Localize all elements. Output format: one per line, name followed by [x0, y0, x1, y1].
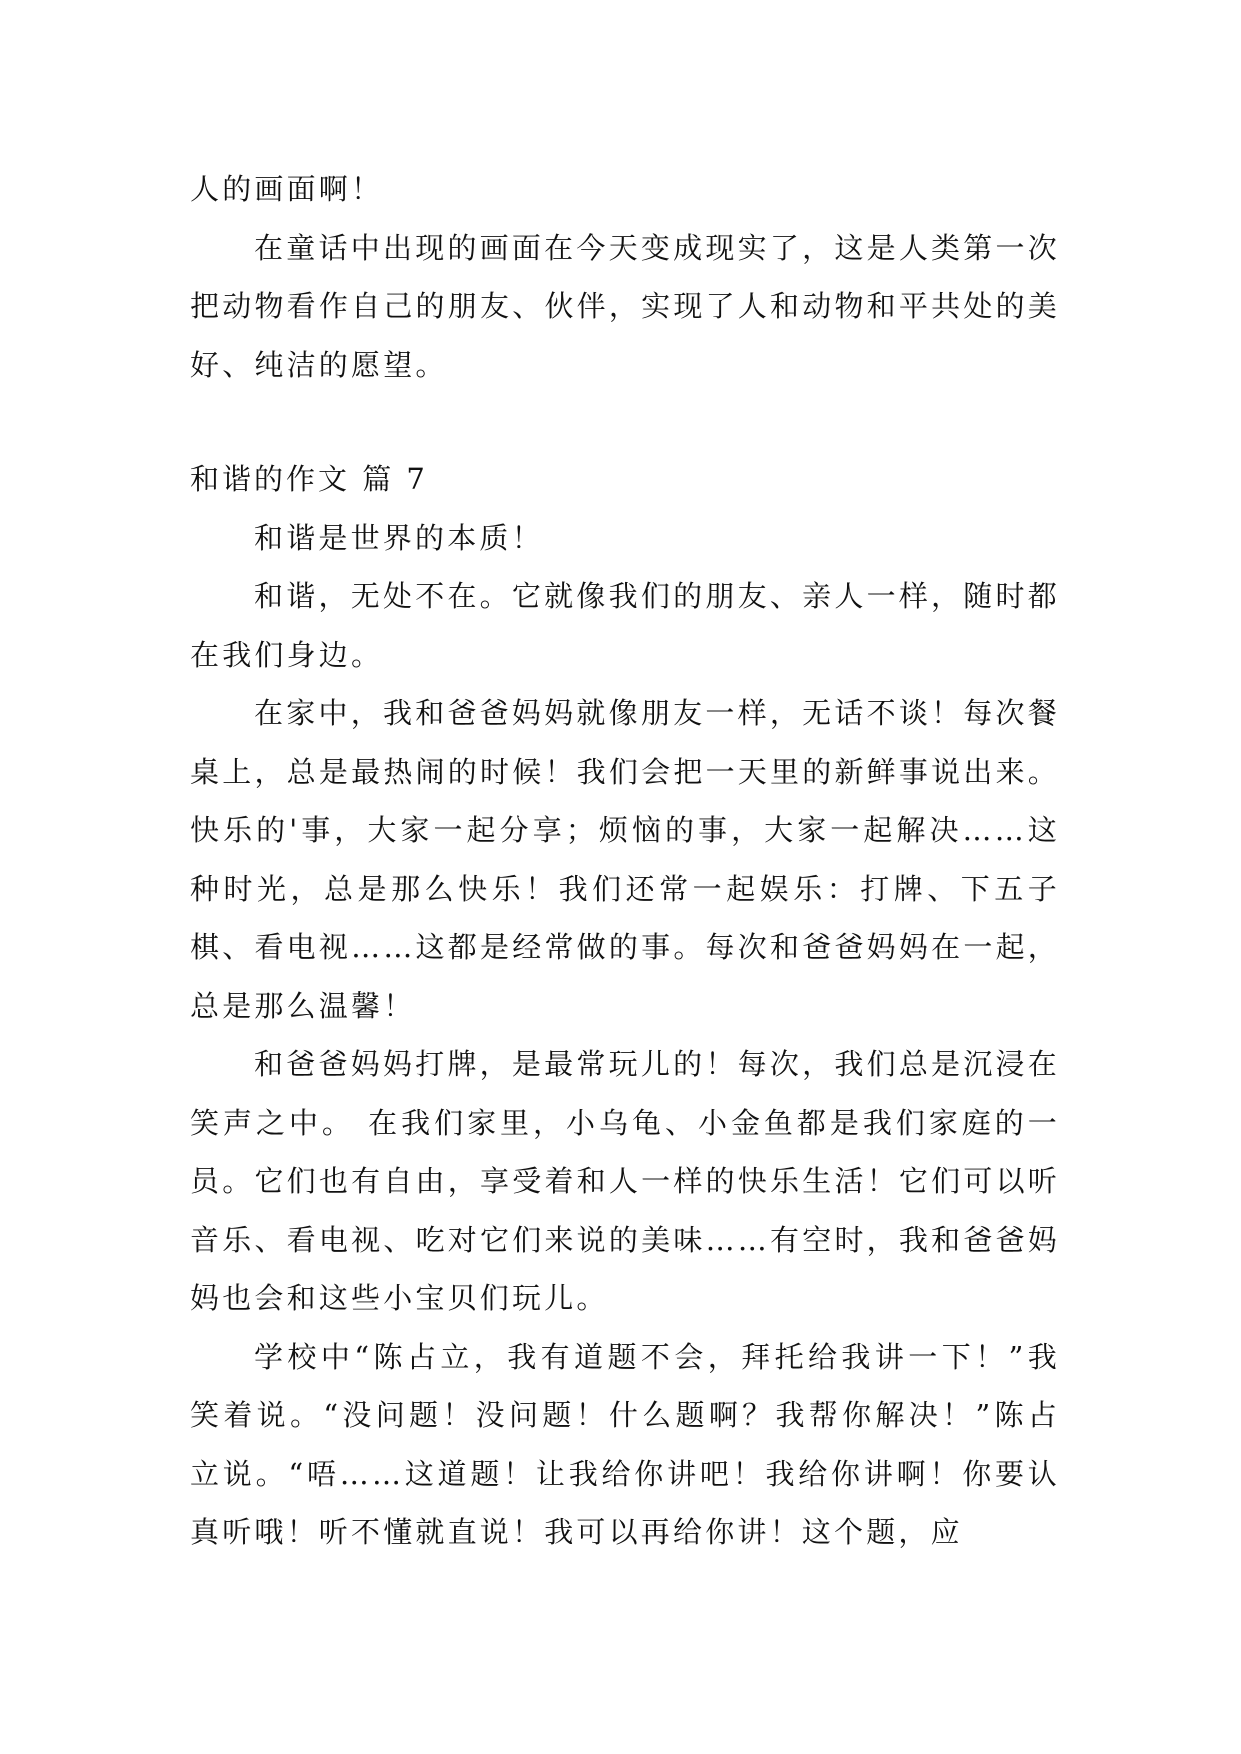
paragraph-fairy-tale: 在童话中出现的画面在今天变成现实了，这是人类第一次把动物看作自己的朋友、伙伴，实现了人和动物和平共处的美好、纯洁的愿望。: [190, 230, 1060, 382]
section-gap: [190, 394, 1060, 450]
section-title: 和谐的作文 篇 7: [190, 462, 428, 496]
document-body: [190, 160, 1060, 1562]
paragraph-at-home: 在家中，我和爸爸妈妈就像朋友一样，无话不谈！每次餐桌上，总是最热闹的时候！我们会把一天里的新鲜事说出来。快乐的'事，大家一起分享；烦恼的事，大家一起解决……这种时光，总是那么快乐！我们还常一起娱乐：打牌、下五子棋、看电视……这都是经常做的事。每次和爸爸妈妈在一起，总是那么温馨！: [190, 696, 1060, 1023]
paragraph-harmony-everywhere: 和谐，无处不在。它就像我们的朋友、亲人一样，随时都在我们身边。: [190, 579, 1060, 672]
paragraph-at-school: 学校中“陈占立，我有道题不会，拜托给我讲一下！”我笑着说。“没问题！没问题！什么题啊？我帮你解决！”陈占立说。“唔……这道题！让我给你讲吧！我给你讲啊！你要认真听哦！听不懂就直说！我可以再给你讲！这个题，应: [190, 1339, 1060, 1549]
paragraph-playing-cards: 和爸爸妈妈打牌，是最常玩儿的！每次，我们总是沉浸在笑声之中。 在我们家里，小乌龟、小金鱼都是我们家庭的一员。它们也有自由，享受着和人一样的快乐生活！它们可以听音乐、看电视、吃对它们来说的美味……有空时，我和爸爸妈妈也会和这些小宝贝们玩儿。: [190, 1047, 1060, 1315]
paragraph-continued: 人的画面啊！: [190, 172, 384, 206]
paragraph-harmony-essence: 和谐是世界的本质！: [254, 520, 544, 555]
